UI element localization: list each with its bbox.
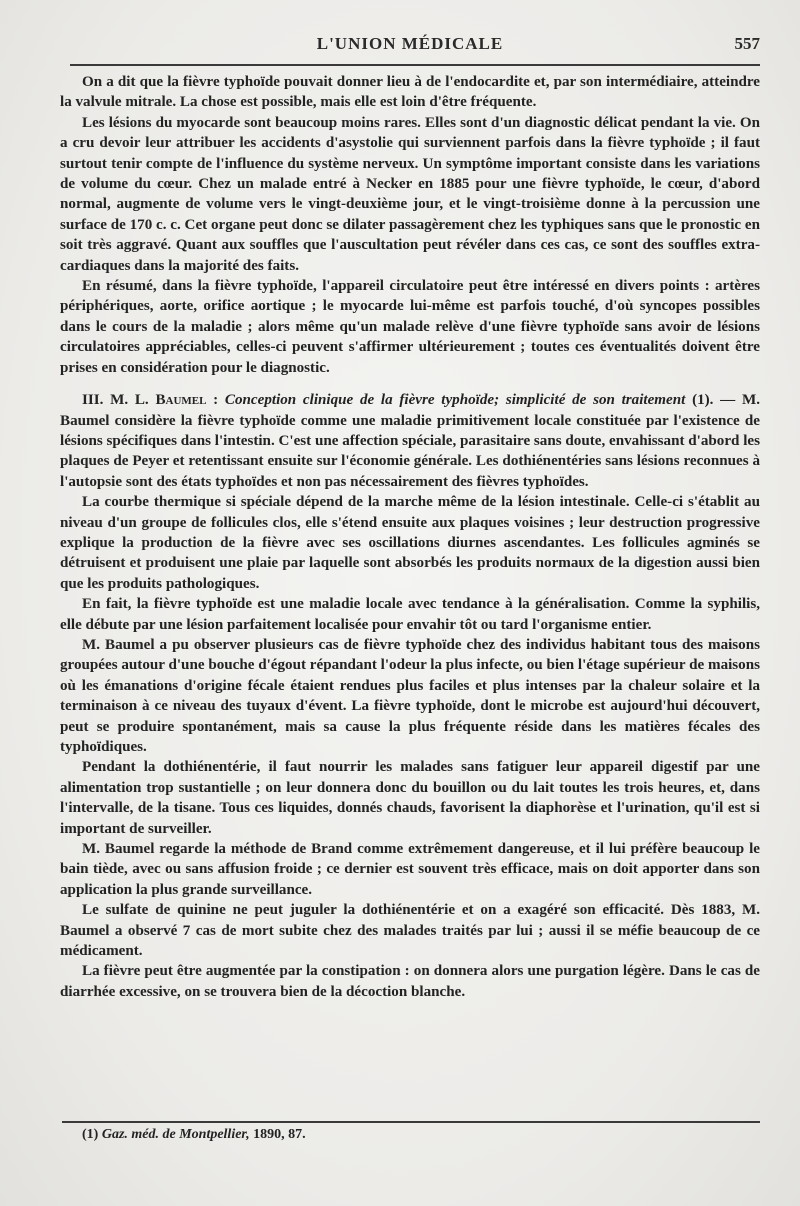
paragraph-thermal-curve: La courbe thermique si spéciale dépend de la marche même de la lésion intestinale. Celle-ci s'établit au niveau d'un groupe de follicules clos, elle s'étend ensuite aux plaques voisines ; leur destruction progressive explique la production de la fièvre avec ses oscillations diurnes ascendantes. Les follicules agminés se détruisent et produisent une plaie par laquelle sont absorbés les produits normaux de la digestion aussi bien que les produits pathologiques.	[60, 494, 760, 592]
footnote-year: 1890, 87.	[249, 1127, 306, 1142]
paragraph-endocarditis: On a dit que la fièvre typhoïde pouvait donner lieu à de l'endocardite et, par son intermédiaire, atteindre la valvule mitrale. La chose est possible, mais elle est loin d'être fréquente.	[60, 74, 760, 111]
section-3-author: Baumel	[155, 392, 207, 409]
paragraph-local-disease: En fait, la fièvre typhoïde est une maladie locale avec tendance à la généralisation. Comme la syphilis, elle débute par une lésion parfaitement localisée pour envahir tôt ou tard l'organisme entier.	[60, 596, 760, 633]
footnote-rule	[62, 1121, 760, 1123]
header-rule	[70, 64, 760, 66]
footnote-marker: (1)	[82, 1127, 99, 1142]
paragraph-myocardium: Les lésions du myocarde sont beaucoup moins rares. Elles sont d'un diagnostic délicat pendant la vie. On a cru devoir leur attribuer les accidents d'asystolie qui surviennent parfois dans la fièvre typhoïde ; il faut surtout tenir compte de l'influence du système nerveux. Un symptôme important consiste dans les variations de volume du cœur. Chez un malade entré à Necker en 1885 pour une fièvre typhoïde, le cœur, d'abord normal, augmente de volume vers le vingt-deuxième jour, et le vingt-troisième donne à la percussion une surface de 170 c. c. Cet organe peut donc se dilater passagèrement chez les typhiques sans que le pronostic en soit très aggravé. Quant aux souffles que l'auscultation peut révéler dans ces cas, ce sont des souffles extra-cardiaques dans la majorité des faits.	[60, 114, 760, 274]
article-body	[60, 72, 760, 1002]
paragraph-brand-method: M. Baumel regarde la méthode de Brand comme extrêmement dangereuse, et il lui préfère beaucoup le bain tiède, avec ou sans affusion froide ; ce dernier est souvent très efficace, mais on doit apporter dans son application la plus grande surveillance.	[60, 841, 760, 898]
section-3-title-sep: :	[206, 392, 225, 409]
footnote	[82, 1127, 742, 1143]
section-3-title: Conception clinique de la fièvre typhoïde; simplicité de son traitement	[224, 392, 686, 409]
paragraph-nutrition: Pendant la dothiénentérie, il faut nourrir les malades sans fatiguer leur appareil digestif par une alimentation trop sustantielle ; on leur donnera donc du bouillon ou du lait toutes les trois heures, et, dans l'intervalle, de la tisane. Tous ces liquides, donnés chauds, favorisent la diaphorèse et l'urination, qu'il est si important de surveiller.	[60, 759, 760, 837]
paragraph-quinine: Le sulfate de quinine ne peut juguler la dothiénentérie et on a exagéré son efficacité. Dès 1883, M. Baumel a observé 7 cas de mort subite chez des malades traités par lui ; aussi il se méfie beaucoup de ce médicament.	[60, 902, 760, 960]
section-3-heading	[60, 390, 760, 492]
footnote-source: Gaz. méd. de Montpellier,	[101, 1127, 250, 1142]
section-3-lead: — M. Baumel considère la fièvre typhoïde comme une maladie primitivement locale constituée par l'existence de lésions spécifiques dans l'intestin. C'est une affection spéciale, parasitaire sans doute, envahissant d'abord les plaques de Peyer et retentissant ensuite sur l'économie générale. Les dothiénentéries sans lésions reconnues à l'autopsie sont des états typhoïdes et non pas nécessairement des fièvres typhoïdes.	[60, 392, 760, 490]
footnote-ref: (1).	[685, 392, 714, 409]
running-head	[60, 34, 760, 58]
paragraph-summary: En résumé, dans la fièvre typhoïde, l'appareil circulatoire peut être intéressé en divers points : artères périphériques, aorte, orifice aortique ; le myocarde lui-même est parfois touché, d'où syncopes possibles dans le cours de la maladie ; alors même qu'un malade relève d'une fièvre typhoïde sans avoir de lésions circulatoires appréciables, celles-ci peuvent s'affirmer ultérieurement ; toutes ces éventualités doivent être prises en considération pour le diagnostic.	[60, 278, 760, 376]
paragraph-observations: M. Baumel a pu observer plusieurs cas de fièvre typhoïde chez des individus habitant tous des maisons groupées autour d'une bouche d'égout répandant l'odeur la plus infecte, ou bien l'étage supérieur de maisons où les émanations d'origine fécale étaient rendues plus faciles et plus intenses par la chaleur solaire et la terminaison à ce niveau des tuyaux d'évent. La fièvre typhoïde, dont le microbe est aujourd'hui découvert, peut se produire spontanément, mais sa cause la plus fréquente réside dans les matières fécales des typhoïdiques.	[60, 636, 760, 755]
paragraph-constipation: La fièvre peut être augmentée par la constipation : on donnera alors une purgation légère. Dans le cas de diarrhée excessive, on se trouvera bien de la décoction blanche.	[60, 963, 760, 1000]
page-number: 557	[734, 34, 760, 53]
section-3-numeral: III. M. L.	[82, 392, 149, 409]
journal-title: L'UNION MÉDICALE	[316, 34, 504, 53]
